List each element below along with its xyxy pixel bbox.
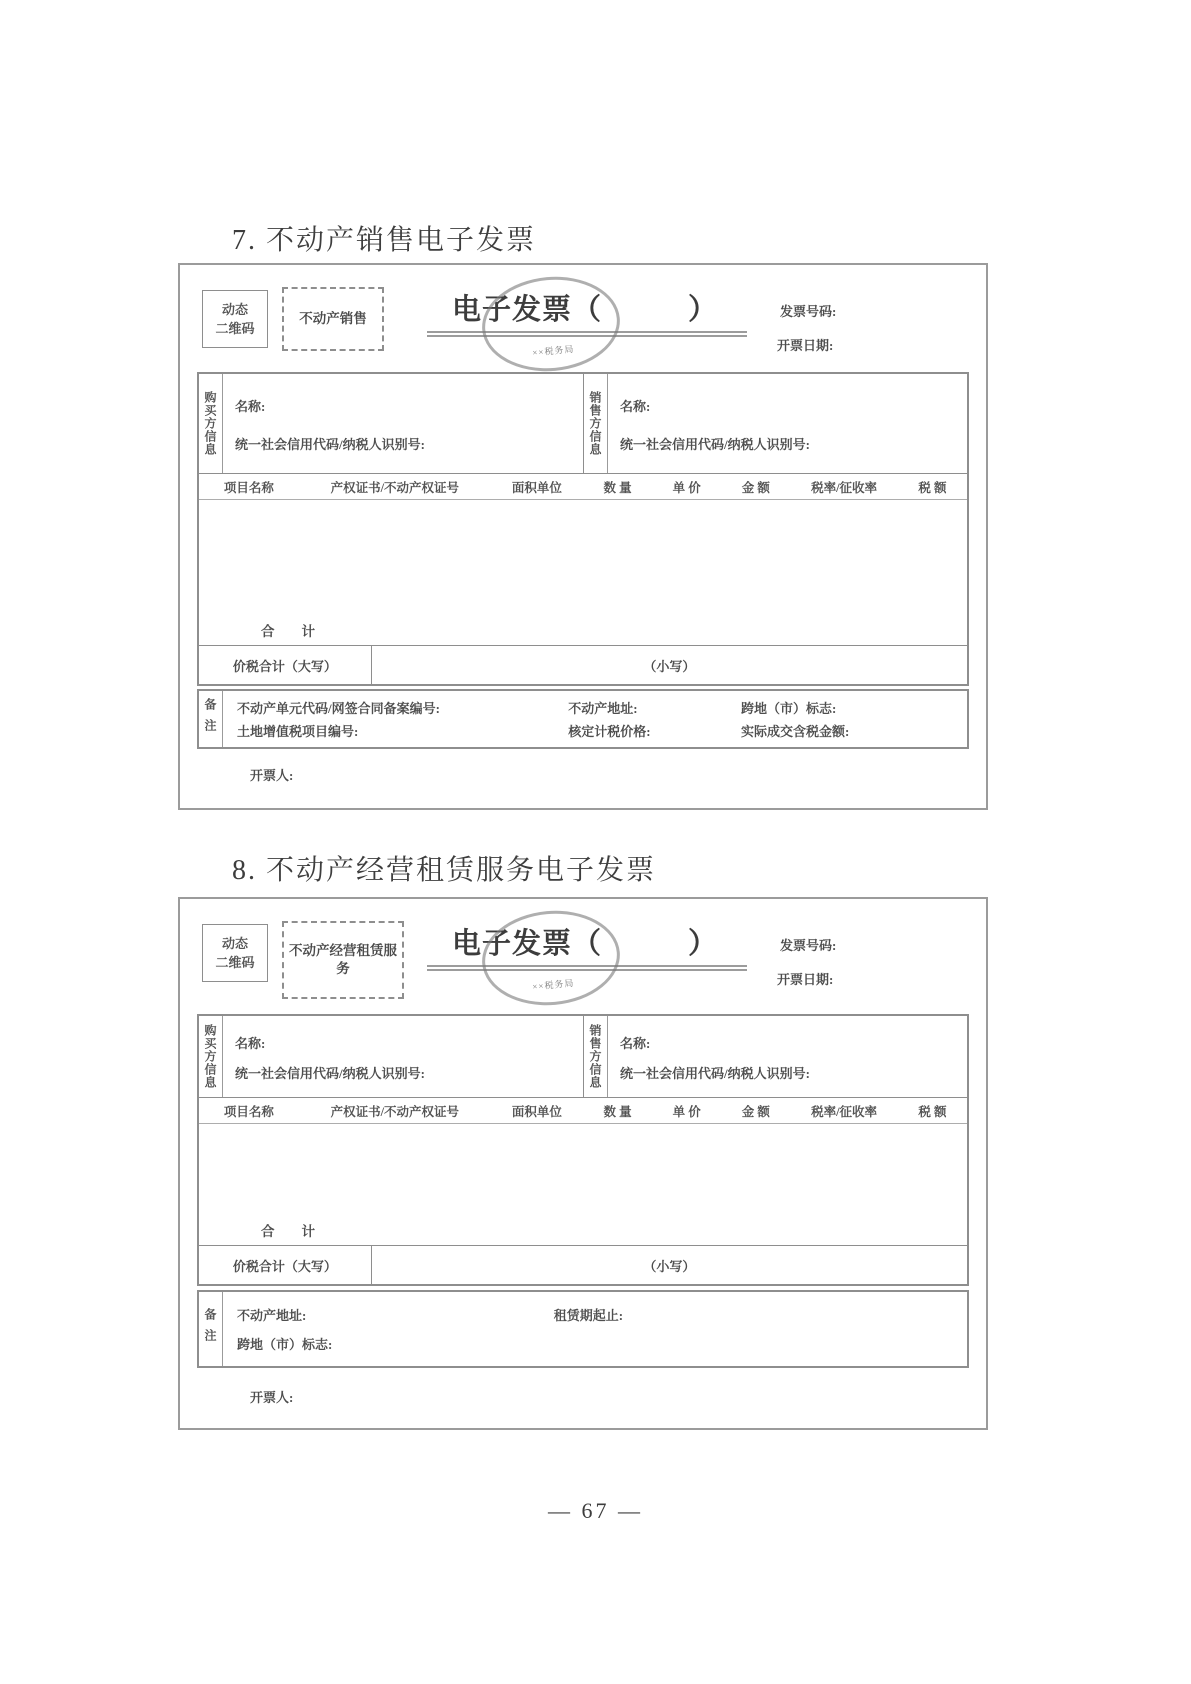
buyer-section (199, 374, 583, 473)
col-unit-price: 单 价 (672, 480, 701, 495)
qr-label-line1: 动态 (221, 301, 248, 317)
section-heading-7: 7. 不动产销售电子发票 (232, 225, 537, 256)
invoice-title-close: ） (688, 928, 719, 960)
buyer-name-label: 名称: (235, 398, 266, 414)
dynamic-qr-code-box (202, 924, 268, 982)
cross-city-flag-label: 跨地（市）标志: (237, 1336, 333, 1352)
qr-label-line2: 二维码 (215, 321, 255, 336)
col-property-cert: 产权证书/不动产权证号 (330, 480, 460, 495)
buyer-vertical-label: 购买方信息 (199, 374, 223, 473)
remarks-fields (223, 691, 967, 747)
seller-vertical-label: 销售方信息 (584, 1016, 608, 1097)
invoice-type-box (282, 921, 404, 999)
buyer-fields (223, 1016, 583, 1097)
invoice-title-close: ） (688, 294, 719, 326)
invoice-main-table (197, 372, 969, 686)
invoice-type-label: 不动产经营租赁服务 (289, 942, 397, 976)
seller-fields (608, 1016, 967, 1097)
remarks-vertical-label: 备注 (199, 1292, 223, 1366)
property-address-label: 不动产地址: (568, 701, 638, 717)
invoice-frame (178, 263, 988, 810)
col-tax: 税 额 (918, 480, 947, 495)
qr-label-line2: 二维码 (215, 955, 255, 970)
col-area-unit: 面积单位 (511, 1104, 562, 1119)
actual-price-label: 实际成交含税金额: (740, 723, 850, 739)
seller-name-label: 名称: (620, 1036, 651, 1052)
cross-city-flag-label: 跨地（市）标志: (740, 701, 837, 717)
items-header-row (199, 1098, 967, 1124)
sum-row-label: 合 计 (261, 624, 315, 639)
col-amount: 金 额 (741, 480, 770, 495)
tax-bureau-seal-text: ××税务局 (531, 344, 575, 358)
remarks-row-2 (237, 1334, 957, 1353)
total-in-words-label: 价税合计（大写） (199, 646, 372, 684)
invoice-number-label: 发票号码: (780, 938, 837, 953)
seller-vertical-label: 销售方信息 (584, 374, 608, 473)
col-quantity: 数 量 (603, 1104, 632, 1119)
assessed-price-label: 核定计税价格: (568, 723, 651, 739)
invoice-date-label: 开票日期: (777, 338, 834, 353)
total-in-words-label: 价税合计（大写） (199, 1246, 372, 1284)
seller-fields (608, 374, 967, 473)
issuer-label: 开票人: (250, 1390, 294, 1405)
parties-row (199, 1016, 967, 1098)
remarks-fields (223, 1292, 967, 1366)
sum-row-label: 合 计 (261, 1224, 315, 1239)
dynamic-qr-code-box (202, 290, 268, 348)
seller-section (583, 1016, 967, 1097)
items-body (199, 1124, 967, 1246)
unit-code-label: 不动产单元代码/网签合同备案编号: (237, 701, 440, 717)
seller-tax-id-label: 统一社会信用代码/纳税人识别号: (620, 1065, 810, 1081)
totals-row (199, 1246, 967, 1284)
items-body (199, 500, 967, 646)
remarks-vertical-label: 备注 (199, 691, 223, 747)
buyer-section (199, 1016, 583, 1097)
col-amount: 金 额 (741, 1104, 770, 1119)
remarks-box (197, 1290, 969, 1368)
invoice-type-box (282, 287, 384, 351)
col-item-name: 项目名称 (223, 1104, 274, 1119)
total-in-figures-label: （小写） (643, 658, 696, 674)
parties-row (199, 374, 967, 474)
col-area-unit: 面积单位 (511, 480, 562, 495)
buyer-tax-id-label: 统一社会信用代码/纳税人识别号: (235, 437, 425, 453)
col-property-cert: 产权证书/不动产权证号 (330, 1104, 460, 1119)
qr-label-line1: 动态 (221, 935, 248, 951)
issuer-label: 开票人: (250, 768, 294, 783)
buyer-tax-id-label: 统一社会信用代码/纳税人识别号: (235, 1065, 425, 1081)
totals-row (199, 646, 967, 684)
buyer-fields (223, 374, 583, 473)
col-tax-rate: 税率/征收率 (811, 1104, 878, 1119)
seller-tax-id-label: 统一社会信用代码/纳税人识别号: (620, 437, 810, 453)
land-vat-project-label: 土地增值税项目编号: (237, 723, 359, 739)
invoice-number-label: 发票号码: (780, 304, 837, 319)
remarks-row-2 (237, 721, 957, 740)
invoice-type-label: 不动产销售 (299, 310, 367, 326)
invoice-sample-real-estate-sale (178, 263, 988, 810)
col-quantity: 数 量 (603, 480, 632, 495)
invoice-frame (178, 897, 988, 1430)
col-unit-price: 单 价 (672, 1104, 701, 1119)
invoice-title-open: 电子发票（ (451, 294, 602, 326)
buyer-name-label: 名称: (235, 1036, 266, 1052)
invoice-date-label: 开票日期: (777, 972, 834, 987)
lease-term-label: 租赁期起止: (553, 1308, 624, 1324)
tax-bureau-seal-text: ××税务局 (531, 978, 575, 992)
remarks-row-1 (237, 1305, 957, 1324)
section-heading-8: 8. 不动产经营租赁服务电子发票 (232, 855, 657, 886)
invoice-main-table (197, 1014, 969, 1286)
seller-section (583, 374, 967, 473)
col-tax: 税 额 (918, 1104, 947, 1119)
invoice-sample-real-estate-lease (178, 897, 988, 1430)
col-tax-rate: 税率/征收率 (811, 480, 878, 495)
buyer-vertical-label: 购买方信息 (199, 1016, 223, 1097)
total-in-figures-label: （小写） (643, 1258, 696, 1274)
seller-name-label: 名称: (620, 398, 651, 414)
col-item-name: 项目名称 (223, 480, 274, 495)
remarks-row-1 (237, 698, 957, 717)
invoice-title-open: 电子发票（ (451, 928, 602, 960)
remarks-box (197, 689, 969, 749)
property-address-label: 不动产地址: (237, 1308, 307, 1324)
items-header-row (199, 474, 967, 500)
page-number: — 67 — (548, 1498, 643, 1523)
